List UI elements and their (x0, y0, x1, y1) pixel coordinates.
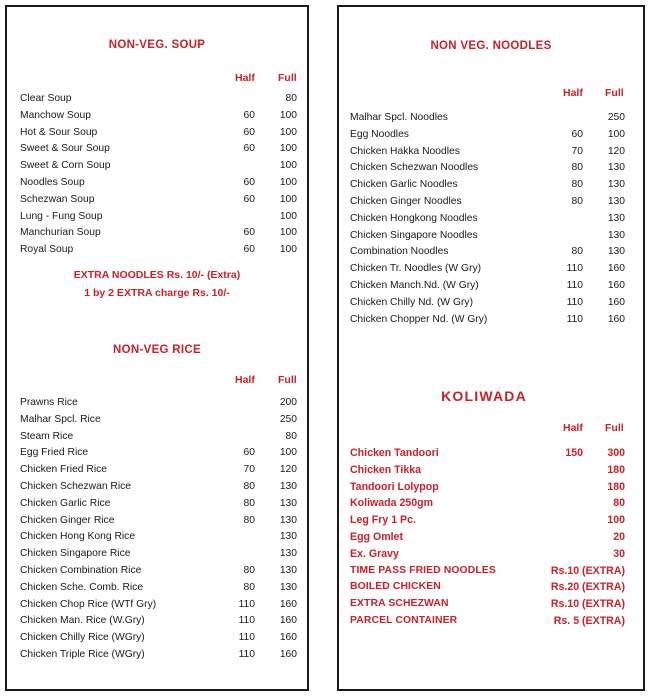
menu-item-row (339, 261, 643, 278)
menu-item-price-full: 160 (607, 296, 625, 308)
menu-item-price-full: 250 (279, 413, 297, 425)
menu-item-price-full: 130 (607, 246, 625, 258)
menu-item-price-full: 130 (279, 531, 297, 543)
menu-item-row (7, 445, 307, 462)
right-menu-panel (337, 5, 645, 691)
menu-item-row (7, 91, 307, 108)
menu-item-price-full: 180 (607, 463, 625, 476)
menu-item-row (7, 192, 307, 209)
menu-item-row (339, 244, 643, 261)
menu-item-price-full: 130 (607, 195, 625, 207)
menu-item-name: Egg Omlet (350, 530, 403, 543)
menu-item-name: Chicken Schezwan Noodles (350, 162, 479, 174)
menu-item-price-half: 60 (243, 447, 255, 459)
menu-item-price-half: 60 (243, 109, 255, 121)
menu-item-price-half: 110 (566, 263, 583, 275)
menu-item-row (339, 312, 643, 329)
menu-item-name: TIME PASS FRIED NOODLES (350, 564, 496, 576)
menu-item-name: Chicken Chopper Nd. (W Gry) (350, 313, 488, 325)
menu-item-price-full: 180 (607, 480, 625, 493)
menu-item-row (7, 647, 307, 664)
menu-item-name: Chicken Singapore Noodles (350, 229, 478, 241)
menu-item-row (339, 160, 643, 177)
menu-item-price-full: 300 (607, 447, 625, 459)
menu-item-name: Chicken Chilly Nd. (W Gry) (350, 296, 474, 308)
menu-item-name: Combination Noodles (350, 246, 449, 258)
menu-item-row (7, 125, 307, 142)
menu-item-price-full: 160 (607, 313, 625, 325)
menu-item-price-full: Rs. 5 (EXTRA) (553, 614, 625, 627)
menu-item-price-full: 130 (607, 229, 625, 241)
menu-item-name: Chicken Singapore Rice (20, 548, 131, 560)
menu-item-name: Koliwada 250gm (350, 497, 434, 510)
menu-item-row (7, 496, 307, 513)
menu-item-price-half: 70 (243, 464, 255, 476)
menu-item-name: Egg Noodles (350, 128, 409, 140)
menu-item-row (339, 546, 643, 563)
menu-item-price-full: 130 (607, 179, 625, 191)
menu-item-price-half: 110 (238, 598, 255, 610)
koliwada-column-header-half: Half (563, 422, 583, 434)
menu-item-price-full: 160 (279, 632, 297, 644)
menu-item-name: Manchurian Soup (20, 227, 101, 239)
soup-column-header-full: Full (278, 72, 297, 84)
menu-item-name: Malhar Spcl. Noodles (350, 112, 448, 123)
menu-item-name: Prawns Rice (20, 397, 78, 408)
menu-item-price-full: 160 (607, 263, 625, 275)
menu-item-price-half: 60 (243, 193, 255, 205)
koliwada-column-header-full: Full (605, 422, 624, 434)
section-title-non-veg-rice: NON-VEG RICE (113, 344, 201, 356)
menu-item-price-full: 80 (285, 430, 297, 442)
menu-item-price-full: 100 (279, 176, 297, 188)
menu-item-price-half: 60 (571, 128, 583, 140)
menu-item-name: EXTRA SCHEZWAN (350, 598, 449, 610)
menu-item-price-half: 80 (571, 246, 583, 258)
menu-item-price-full: 120 (607, 145, 625, 157)
rice-item-list (7, 395, 307, 664)
menu-item-price-full: 130 (279, 548, 297, 560)
menu-item-name: Chicken Ginger Rice (20, 514, 115, 526)
menu-item-row (7, 630, 307, 647)
menu-item-name: Chicken Garlic Rice (20, 497, 111, 509)
menu-item-name: Tandoori Lolypop (350, 480, 439, 493)
menu-item-price-full: 30 (613, 547, 625, 560)
menu-item-row (7, 158, 307, 175)
menu-item-row (339, 295, 643, 312)
menu-item-name: Sweet & Sour Soup (20, 143, 110, 155)
menu-item-row (339, 462, 643, 479)
menu-item-name: Chicken Schezwan Rice (20, 480, 132, 492)
menu-item-name: Chicken Man. Rice (W.Gry) (20, 615, 145, 627)
extra-noodles-note-line-1: EXTRA NOODLES Rs. 10/- (Extra) (73, 269, 241, 281)
menu-item-price-full: 100 (279, 109, 297, 121)
menu-item-name: Malhar Spcl. Rice (20, 413, 101, 425)
menu-item-row (7, 108, 307, 125)
menu-item-name: Chicken Tikka (350, 463, 422, 476)
section-title-non-veg-noodles: NON VEG. NOODLES (430, 40, 552, 52)
menu-item-price-half: 110 (566, 279, 583, 291)
menu-item-price-full: 100 (279, 126, 297, 138)
menu-item-price-full: 100 (279, 210, 297, 222)
menu-item-name: Chicken Garlic Noodles (350, 179, 458, 191)
menu-item-row (339, 228, 643, 245)
menu-item-row (7, 597, 307, 614)
menu-item-price-half: 70 (571, 145, 583, 157)
menu-item-row (7, 412, 307, 429)
menu-item-price-full: 100 (607, 514, 625, 527)
menu-item-name: Chicken Tandoori (350, 447, 439, 459)
menu-item-name: Steam Rice (20, 430, 74, 442)
rice-column-header-half: Half (235, 374, 255, 386)
menu-item-name: Hot & Sour Soup (20, 126, 98, 138)
noodles-column-header-half: Half (563, 87, 583, 99)
menu-item-price-half: 80 (571, 179, 583, 191)
menu-item-row (7, 479, 307, 496)
menu-item-price-full: 100 (279, 447, 297, 459)
menu-item-price-half: 150 (565, 447, 583, 459)
menu-item-price-full: Rs.20 (EXTRA) (550, 581, 625, 594)
menu-item-name: Lung - Fung Soup (20, 210, 103, 222)
menu-item-row (339, 194, 643, 211)
menu-item-price-full: 80 (613, 497, 625, 510)
menu-item-price-half: 80 (243, 480, 255, 492)
menu-item-price-half: 60 (243, 143, 255, 155)
menu-item-price-full: 160 (279, 598, 297, 610)
soup-column-header-half: Half (235, 72, 255, 84)
menu-item-price-full: 160 (279, 615, 297, 627)
menu-item-name: Chicken Fried Rice (20, 464, 107, 476)
menu-item-name: Chicken Hongkong Noodles (350, 212, 478, 224)
menu-item-row (339, 512, 643, 529)
menu-item-row (7, 242, 307, 259)
menu-item-row (7, 429, 307, 446)
menu-item-price-full: 100 (279, 143, 297, 155)
menu-item-name: Ex. Gravy (350, 547, 399, 560)
menu-item-name: Chicken Hong Kong Rice (20, 531, 136, 543)
menu-item-price-half: 60 (243, 126, 255, 138)
menu-item-name: Leg Fry 1 Pc. (350, 514, 416, 527)
menu-item-price-half: 110 (566, 313, 583, 325)
menu-item-price-half: 110 (238, 615, 255, 627)
menu-item-price-half: 80 (243, 497, 255, 509)
menu-item-name: Royal Soup (20, 244, 74, 256)
noodles-item-list (339, 110, 643, 328)
menu-item-price-half: 60 (243, 227, 255, 239)
extra-charge-note-line-2: 1 by 2 EXTRA charge Rs. 10/- (84, 287, 230, 299)
menu-item-row (339, 579, 643, 596)
menu-item-name: Chicken Chop Rice (WTf Gry) (20, 598, 157, 610)
menu-item-name: Chicken Triple Rice (WGry) (20, 648, 145, 660)
menu-item-row (339, 529, 643, 546)
menu-item-price-full: 130 (279, 564, 297, 576)
menu-item-row (7, 613, 307, 630)
menu-item-row (339, 563, 643, 580)
menu-item-price-full: 100 (279, 227, 297, 239)
menu-item-price-half: 80 (243, 564, 255, 576)
menu-item-price-full: 100 (279, 193, 297, 205)
koliwada-item-list (339, 445, 643, 630)
menu-item-price-full: Rs.10 (EXTRA) (550, 564, 625, 577)
menu-item-row (339, 596, 643, 613)
menu-item-row (339, 110, 643, 127)
menu-item-price-full: 130 (279, 581, 297, 593)
menu-item-row (7, 462, 307, 479)
section-title-koliwada: KOLIWADA (441, 388, 527, 404)
menu-item-price-half: 110 (566, 296, 583, 308)
menu-item-name: PARCEL CONTAINER (350, 614, 458, 626)
menu-item-price-half: 80 (571, 195, 583, 207)
left-menu-panel (5, 5, 309, 691)
menu-item-row (7, 513, 307, 530)
rice-column-header-full: Full (278, 374, 297, 386)
menu-item-price-full: 20 (613, 530, 625, 543)
noodles-column-header-full: Full (605, 87, 624, 99)
menu-item-price-half: 60 (243, 176, 255, 188)
menu-item-name: Noodles Soup (20, 176, 85, 188)
menu-item-row (339, 479, 643, 496)
menu-item-price-full: 130 (607, 162, 625, 174)
menu-item-row (339, 278, 643, 295)
menu-item-row (7, 546, 307, 563)
menu-item-name: Egg Fried Rice (20, 447, 89, 459)
menu-item-row (7, 175, 307, 192)
menu-item-row (7, 209, 307, 226)
menu-item-price-full: 100 (279, 244, 297, 256)
menu-item-price-half: 80 (571, 162, 583, 174)
menu-item-name: Chicken Combination Rice (20, 564, 142, 576)
menu-item-row (339, 211, 643, 228)
menu-item-price-full: 80 (285, 93, 297, 104)
menu-item-price-full: 120 (279, 464, 297, 476)
soup-item-list (7, 91, 307, 259)
menu-item-name: Chicken Hakka Noodles (350, 145, 460, 157)
menu-item-price-full: Rs.10 (EXTRA) (550, 598, 625, 611)
menu-item-price-full: 100 (607, 128, 625, 140)
menu-item-row (7, 529, 307, 546)
menu-item-row (339, 613, 643, 630)
menu-item-row (339, 127, 643, 144)
menu-item-row (7, 580, 307, 597)
menu-item-name: Chicken Sche. Comb. Rice (20, 581, 144, 593)
menu-item-name: Schezwan Soup (20, 193, 95, 205)
menu-item-name: Chicken Manch.Nd. (W Gry) (350, 279, 479, 291)
menu-item-price-half: 80 (243, 581, 255, 593)
menu-item-price-full: 130 (607, 212, 625, 224)
menu-item-name: Sweet & Corn Soup (20, 160, 111, 172)
menu-item-row (7, 395, 307, 412)
menu-item-name: Chicken Chilly Rice (WGry) (20, 632, 145, 644)
menu-item-price-half: 110 (238, 632, 255, 644)
menu-item-row (339, 177, 643, 194)
menu-item-price-full: 130 (279, 497, 297, 509)
menu-item-price-half: 60 (243, 244, 255, 256)
menu-item-name: Chicken Tr. Noodles (W Gry) (350, 263, 482, 275)
menu-item-price-full: 200 (279, 397, 297, 408)
menu-item-row (7, 141, 307, 158)
section-title-non-veg-soup: NON-VEG. SOUP (108, 39, 206, 51)
menu-item-row (7, 225, 307, 242)
menu-item-price-full: 130 (279, 480, 297, 492)
menu-item-price-full: 160 (279, 648, 297, 660)
menu-item-price-half: 110 (238, 648, 255, 660)
menu-item-row (339, 495, 643, 512)
menu-item-row (339, 144, 643, 161)
menu-item-name: Chicken Ginger Noodles (350, 195, 462, 207)
menu-item-name: Manchow Soup (20, 109, 91, 121)
menu-item-row (339, 445, 643, 462)
menu-item-price-half: 80 (243, 514, 255, 526)
menu-item-name: BOILED CHICKEN (350, 581, 441, 593)
menu-item-price-full: 130 (279, 514, 297, 526)
menu-item-price-full: 250 (607, 112, 625, 123)
menu-item-price-full: 100 (279, 160, 297, 172)
menu-item-row (7, 563, 307, 580)
menu-item-name: Clear Soup (20, 93, 72, 104)
menu-item-price-full: 160 (607, 279, 625, 291)
